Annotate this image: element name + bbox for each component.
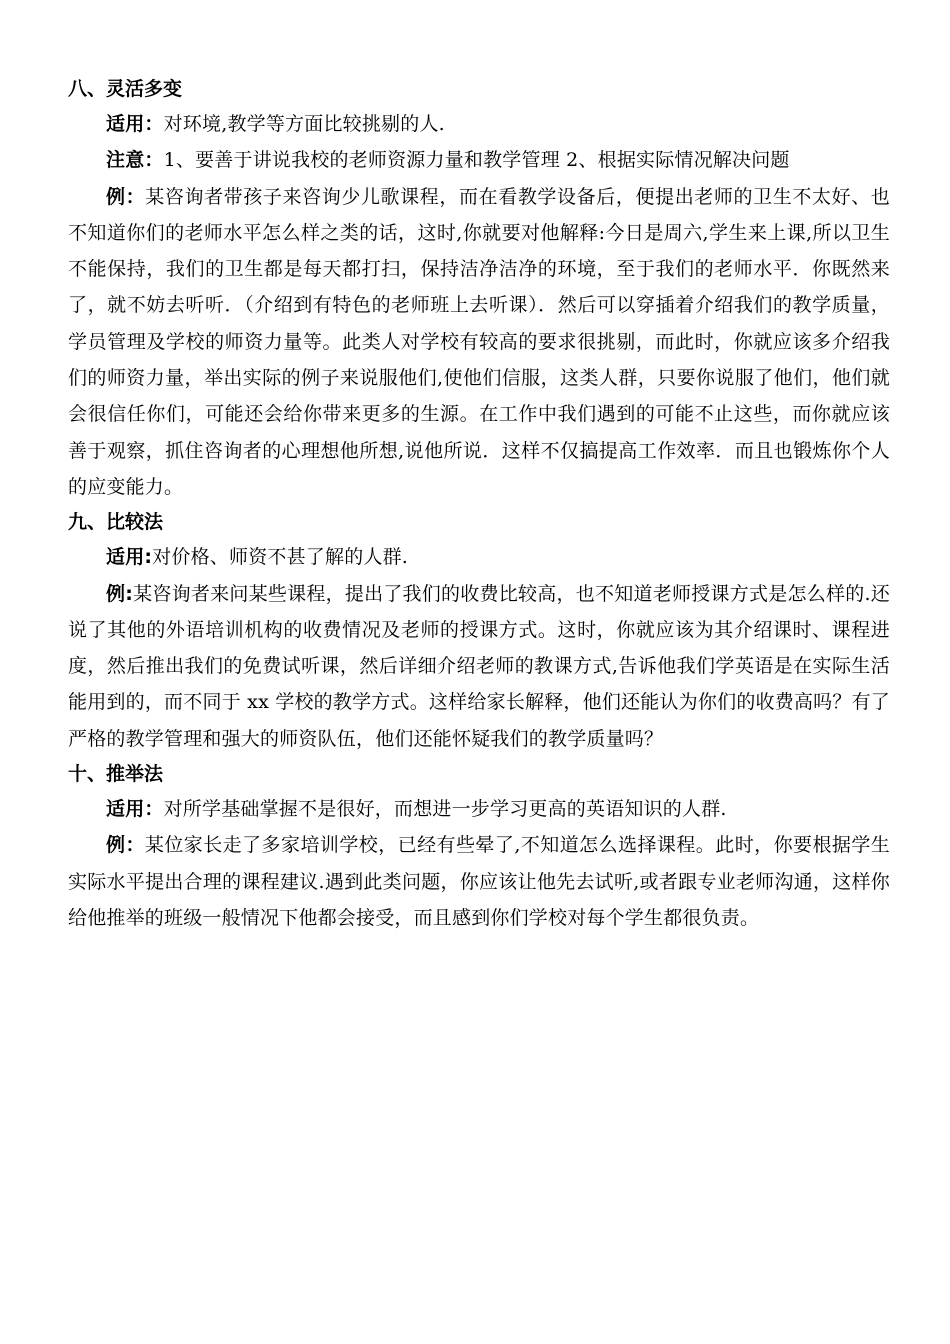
paragraph-label: 例： (106, 185, 146, 208)
paragraph-note (68, 142, 890, 178)
paragraph-text: 对环境,教学等方面比较挑剔的人. (163, 113, 445, 135)
section-heading: 八、灵活多变 (68, 78, 183, 100)
paragraph-label: 适用： (106, 113, 164, 135)
document-page (68, 72, 890, 936)
paragraph-applicable (68, 791, 890, 827)
paragraph-label: 例： (106, 834, 145, 857)
paragraph-example (68, 576, 890, 757)
paragraph-applicable (68, 539, 890, 575)
paragraph-label: 注意： (106, 149, 164, 172)
paragraph-text: 某咨询者来问某些课程，提出了我们的收费比较高，也不知道老师授课方式是怎么样的.还说了其他的外语培训机构的收费情况及老师的授课方式。这时，你就应该为其介绍课时、课程进度，然后推出我们的免费试听课，然后详细介绍老师的教课方式,告诉他我们学英语是在实际生活能用到的，而不同于 xx 学校的教学方式。这样给家长解释，他们还能认为你们的收费高吗？有了严格的教学管理和强大的师资队伍，他们还能怀疑我们的教学质量吗？ (68, 582, 890, 750)
paragraph-text: 某位家长走了多家培训学校，已经有些晕了,不知道怎么选择课程。此时，你要根据学生实际水平提出合理的课程建议.遇到此类问题，你应该让他先去试听,或者跟专业老师沟通，这样你给他推举的班级一般情况下他都会接受，而且感到你们学校对每个学生都很负责。 (68, 834, 890, 929)
paragraph-example (68, 827, 890, 936)
paragraph-label: 例: (106, 582, 134, 605)
section-heading: 九、比较法 (68, 511, 164, 534)
paragraph-label: 适用: (106, 546, 153, 569)
paragraph-text: 1、要善于讲说我校的老师资源力量和教学管理 2、根据实际情况解决问题 (163, 149, 790, 172)
paragraph-text: 对价格、师资不甚了解的人群. (152, 546, 409, 569)
paragraph-applicable (68, 106, 890, 142)
paragraph-text: 某咨询者带孩子来咨询少儿歌课程，而在看教学设备后，便提出老师的卫生不太好、也不知道你们的老师水平怎么样之类的话，这时,你就要对他解释:今日是周六,学生来上课,所以卫生不能保持，我们的卫生都是每天都打扫，保持洁净洁净的环境，至于我们的老师水平．你既然来了，就不妨去听听．（介绍到有特色的老师班上去听课）．然后可以穿插着介绍我们的教学质量，学员管理及学校的师资力量等。此类人对学校有较高的要求很挑剔，而此时，你就应该多介绍我们的师资力量，举出实际的例子来说服他们,使他们信服，这类人群，只要你说服了他们，他们就会很信任你们，可能还会给你带来更多的生源。在工作中我们遇到的可能不止这些，而你就应该善于观察，抓住咨询者的心理想他所想,说他所说．这样不仅搞提高工作效率．而且也锻炼你个人的应变能力。 (68, 185, 891, 498)
paragraph-text: 对所学基础掌握不是很好，而想进一步学习更高的英语知识的人群. (163, 798, 727, 821)
section-heading: 十、推举法 (68, 763, 164, 786)
paragraph-example (68, 179, 890, 506)
paragraph-label: 适用： (106, 798, 164, 821)
